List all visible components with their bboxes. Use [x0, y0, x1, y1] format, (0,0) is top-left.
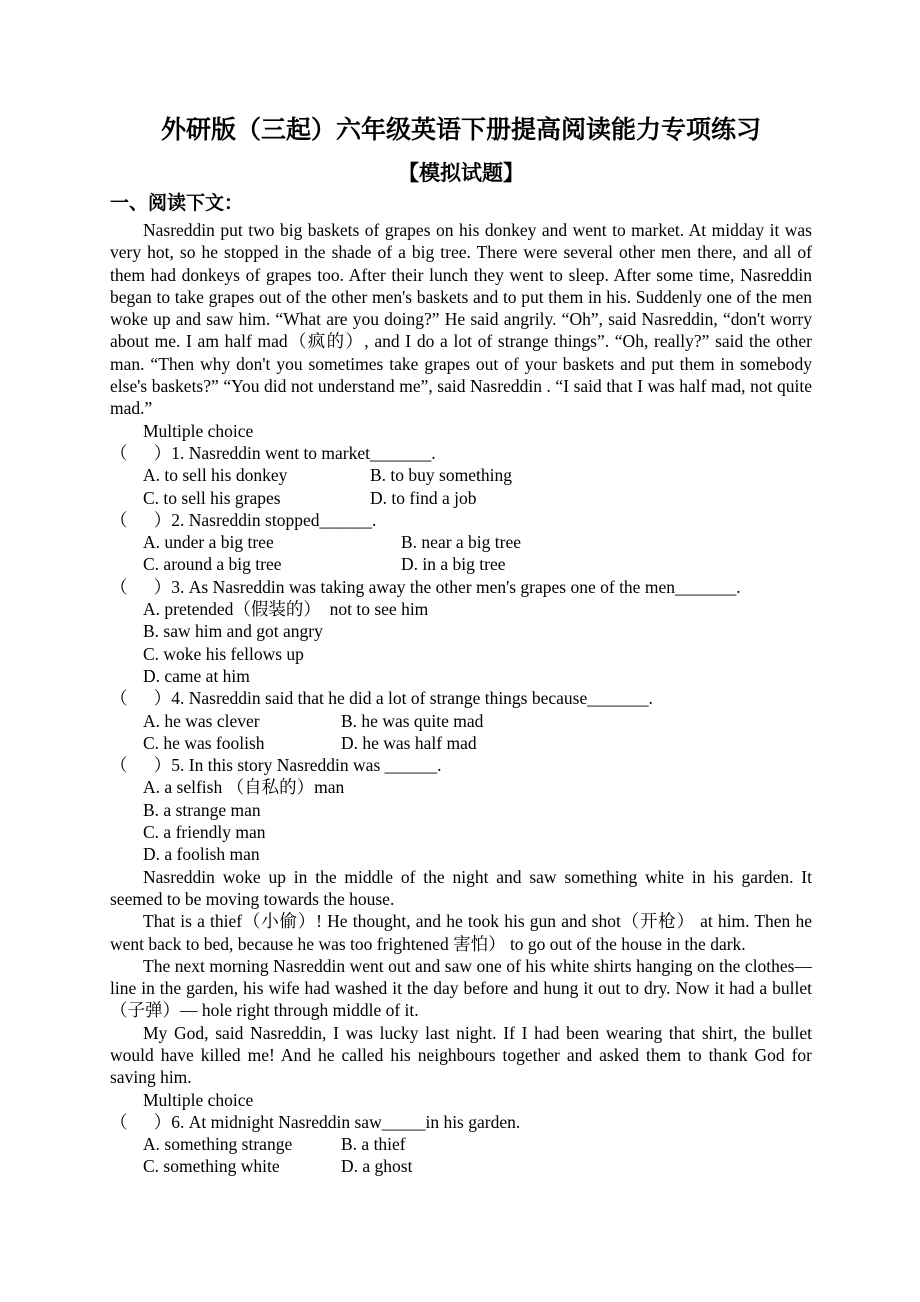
subtitle: 【模拟试题】	[398, 161, 524, 185]
question-1	[110, 442, 812, 509]
question-1-options-row-2	[110, 487, 812, 509]
question-5-option-c: C. a friendly man	[143, 822, 266, 843]
question-1-option-a: A. to sell his donkey	[143, 465, 288, 486]
question-6-option-a: A. something strange	[143, 1134, 293, 1155]
question-1-stem: （ ）1. Nasreddin went to market_______.	[110, 442, 436, 463]
question-4-option-a: A. he was clever	[143, 710, 260, 731]
question-2-option-a: A. under a big tree	[143, 532, 274, 553]
question-2-options-row-2	[110, 553, 812, 575]
multiple-choice-label-1: Multiple choice	[143, 420, 254, 441]
question-3-option-b: B. saw him and got angry	[143, 621, 323, 642]
question-6-option-b: B. a thief	[341, 1134, 406, 1155]
question-1-option-b: B. to buy something	[370, 465, 512, 486]
question-3-option-a: A. pretended（假装的） not to see him	[143, 599, 429, 620]
question-1-option-d: D. to find a job	[370, 487, 477, 508]
question-3	[110, 576, 812, 687]
question-2	[110, 509, 812, 576]
passage2-paragraph-2: That is a thief（小偷）! He thought, and he took his gun and shot（开枪） at him. Then he went back to bed, because he was too frightened 害怕） to go out of the house in the dark.	[110, 911, 812, 954]
question-4	[110, 687, 812, 754]
passage2-paragraph-4: My God, said Nasreddin, I was lucky last night. If I had been wearing that shirt, the bullet would have killed me! And he called his neighbours together and asked them to thank God for saving him.	[110, 1022, 812, 1088]
question-5	[110, 754, 812, 865]
passage2-paragraph-1: Nasreddin woke up in the middle of the night and saw something white in his garden. It seemed to be moving towards the house.	[110, 866, 812, 909]
question-6-options-row-2	[110, 1155, 812, 1177]
question-1-option-c: C. to sell his grapes	[143, 487, 281, 508]
multiple-choice-label-2: Multiple choice	[143, 1089, 254, 1110]
question-3-option-c: C. woke his fellows up	[143, 643, 304, 664]
question-6-option-d: D. a ghost	[341, 1156, 413, 1177]
question-4-options-row-1	[110, 710, 812, 732]
question-6-options-row-1	[110, 1133, 812, 1155]
question-6-option-c: C. something white	[143, 1156, 280, 1177]
question-3-option-d: D. came at him	[143, 665, 250, 686]
passage2-paragraph-3: The next morning Nasreddin went out and saw one of his white shirts hanging on the clothes—line in the garden, his wife had washed it the day before and hung it out to dry. Now it had a bullet（子弹）— hole right through middle of it.	[110, 955, 812, 1021]
question-3-stem: （ ）3. As Nasreddin was taking away the other men's grapes one of the men_______.	[110, 576, 741, 597]
page-title: 外研版（三起）六年级英语下册提高阅读能力专项练习	[160, 117, 761, 144]
question-5-option-b: B. a strange man	[143, 799, 261, 820]
question-6-stem: （ ）6. At midnight Nasreddin saw_____in his garden.	[110, 1111, 521, 1132]
question-5-option-a: A. a selfish （自私的）man	[143, 777, 345, 798]
question-6	[110, 1111, 812, 1178]
question-1-options-row-1	[110, 464, 812, 486]
question-4-stem: （ ）4. Nasreddin said that he did a lot of strange things because_______.	[110, 688, 653, 709]
question-2-options-row-1	[110, 531, 812, 553]
question-2-option-b: B. near a big tree	[401, 532, 522, 553]
question-4-options-row-2	[110, 732, 812, 754]
question-2-stem: （ ）2. Nasreddin stopped______.	[110, 509, 377, 530]
question-4-option-c: C. he was foolish	[143, 732, 265, 753]
section-heading: 一、阅读下文：	[110, 193, 244, 214]
question-2-option-c: C. around a big tree	[143, 554, 282, 575]
question-4-option-b: B. he was quite mad	[341, 710, 484, 731]
question-5-stem: （ ）5. In this story Nasreddin was ______.	[110, 755, 442, 776]
passage1-paragraph: Nasreddin put two big baskets of grapes on his donkey and went to market. At midday it was very hot, so he stopped in the shade of a big tree. There were several other men there, and all of them had donkeys of grapes too. After their lunch they went to sleep. After some time, Nasreddin began to take grapes out of the other men's baskets and to put them in his. Suddenly one of the men woke up and saw him. “What are you doing?” He said angrily. “Oh”, said Nasreddin, “don't worry about me. I am half mad（疯的）, and I do a lot of strange things”. “Oh, really?” said the other man. “Then why don't you sometimes take grapes out of your baskets and put them in somebody else's baskets?” “You did not understand me”, said Nasreddin . “I said that I was half mad, not quite mad.”	[110, 220, 812, 419]
question-5-option-d: D. a foolish man	[143, 844, 260, 865]
question-4-option-d: D. he was half mad	[341, 732, 477, 753]
question-2-option-d: D. in a big tree	[401, 554, 506, 575]
